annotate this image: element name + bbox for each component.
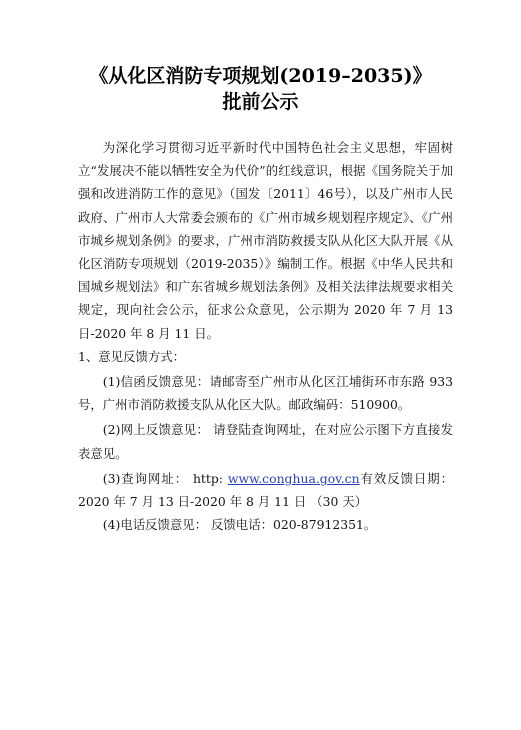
query-prefix: (3)查询网址： http: [102,470,228,486]
query-suffix: 有效反馈日期： 2020 年 7 月 13 日-2020 年 8 月 11 日 （30 天） [78,470,453,510]
feedback-item-online: (2)网上反馈意见： 请登陆查询网址，在对应公示图下方直接发表意见。 [78,422,453,461]
section1-heading: 1、意见反馈方式： [78,348,186,364]
feedback-item-phone: (4)电话反馈意见： 反馈电话：020-87912351。 [102,517,377,533]
document-body [78,136,453,536]
feedback-item-mail: (1)信函反馈意见：请邮寄至广州市从化区江埔街环市东路 933 号，广州市消防救援支队从化区大队。邮政编码：510900。 [78,374,453,413]
intro-paragraph: 为深化学习贯彻习近平新时代中国特色社会主义思想，牢固树立“发展决不能以牺牲安全为代价”的红线意识，根据《国务院关于加强和改进消防工作的意见》（国发〔2011〕46号），以及广州市人民政府、广州市人大常委会颁布的《广州市城乡规划程序规定》、《广州市城乡规划条例》的要求，广州市消防救援支队从化区大队开展《从化区消防专项规划（2019-2035）》编制工作。根据《中华人民共和国城乡规划法》和广东省城乡规划法条例》及相关法律法规要求相关规定，现向社会公示，征求公众意见，公示期为 2020 年 7 月 13 日-2020 年 8 月 11 日。 [78,140,453,341]
document-title-line1: 《从化区消防专项规划(2019–2035)》 [89,65,432,87]
document-title-line2: 批前公示 [222,91,299,113]
query-website-link[interactable]: www.conghua.gov.cn [227,470,360,486]
feedback-item-query [78,467,453,513]
